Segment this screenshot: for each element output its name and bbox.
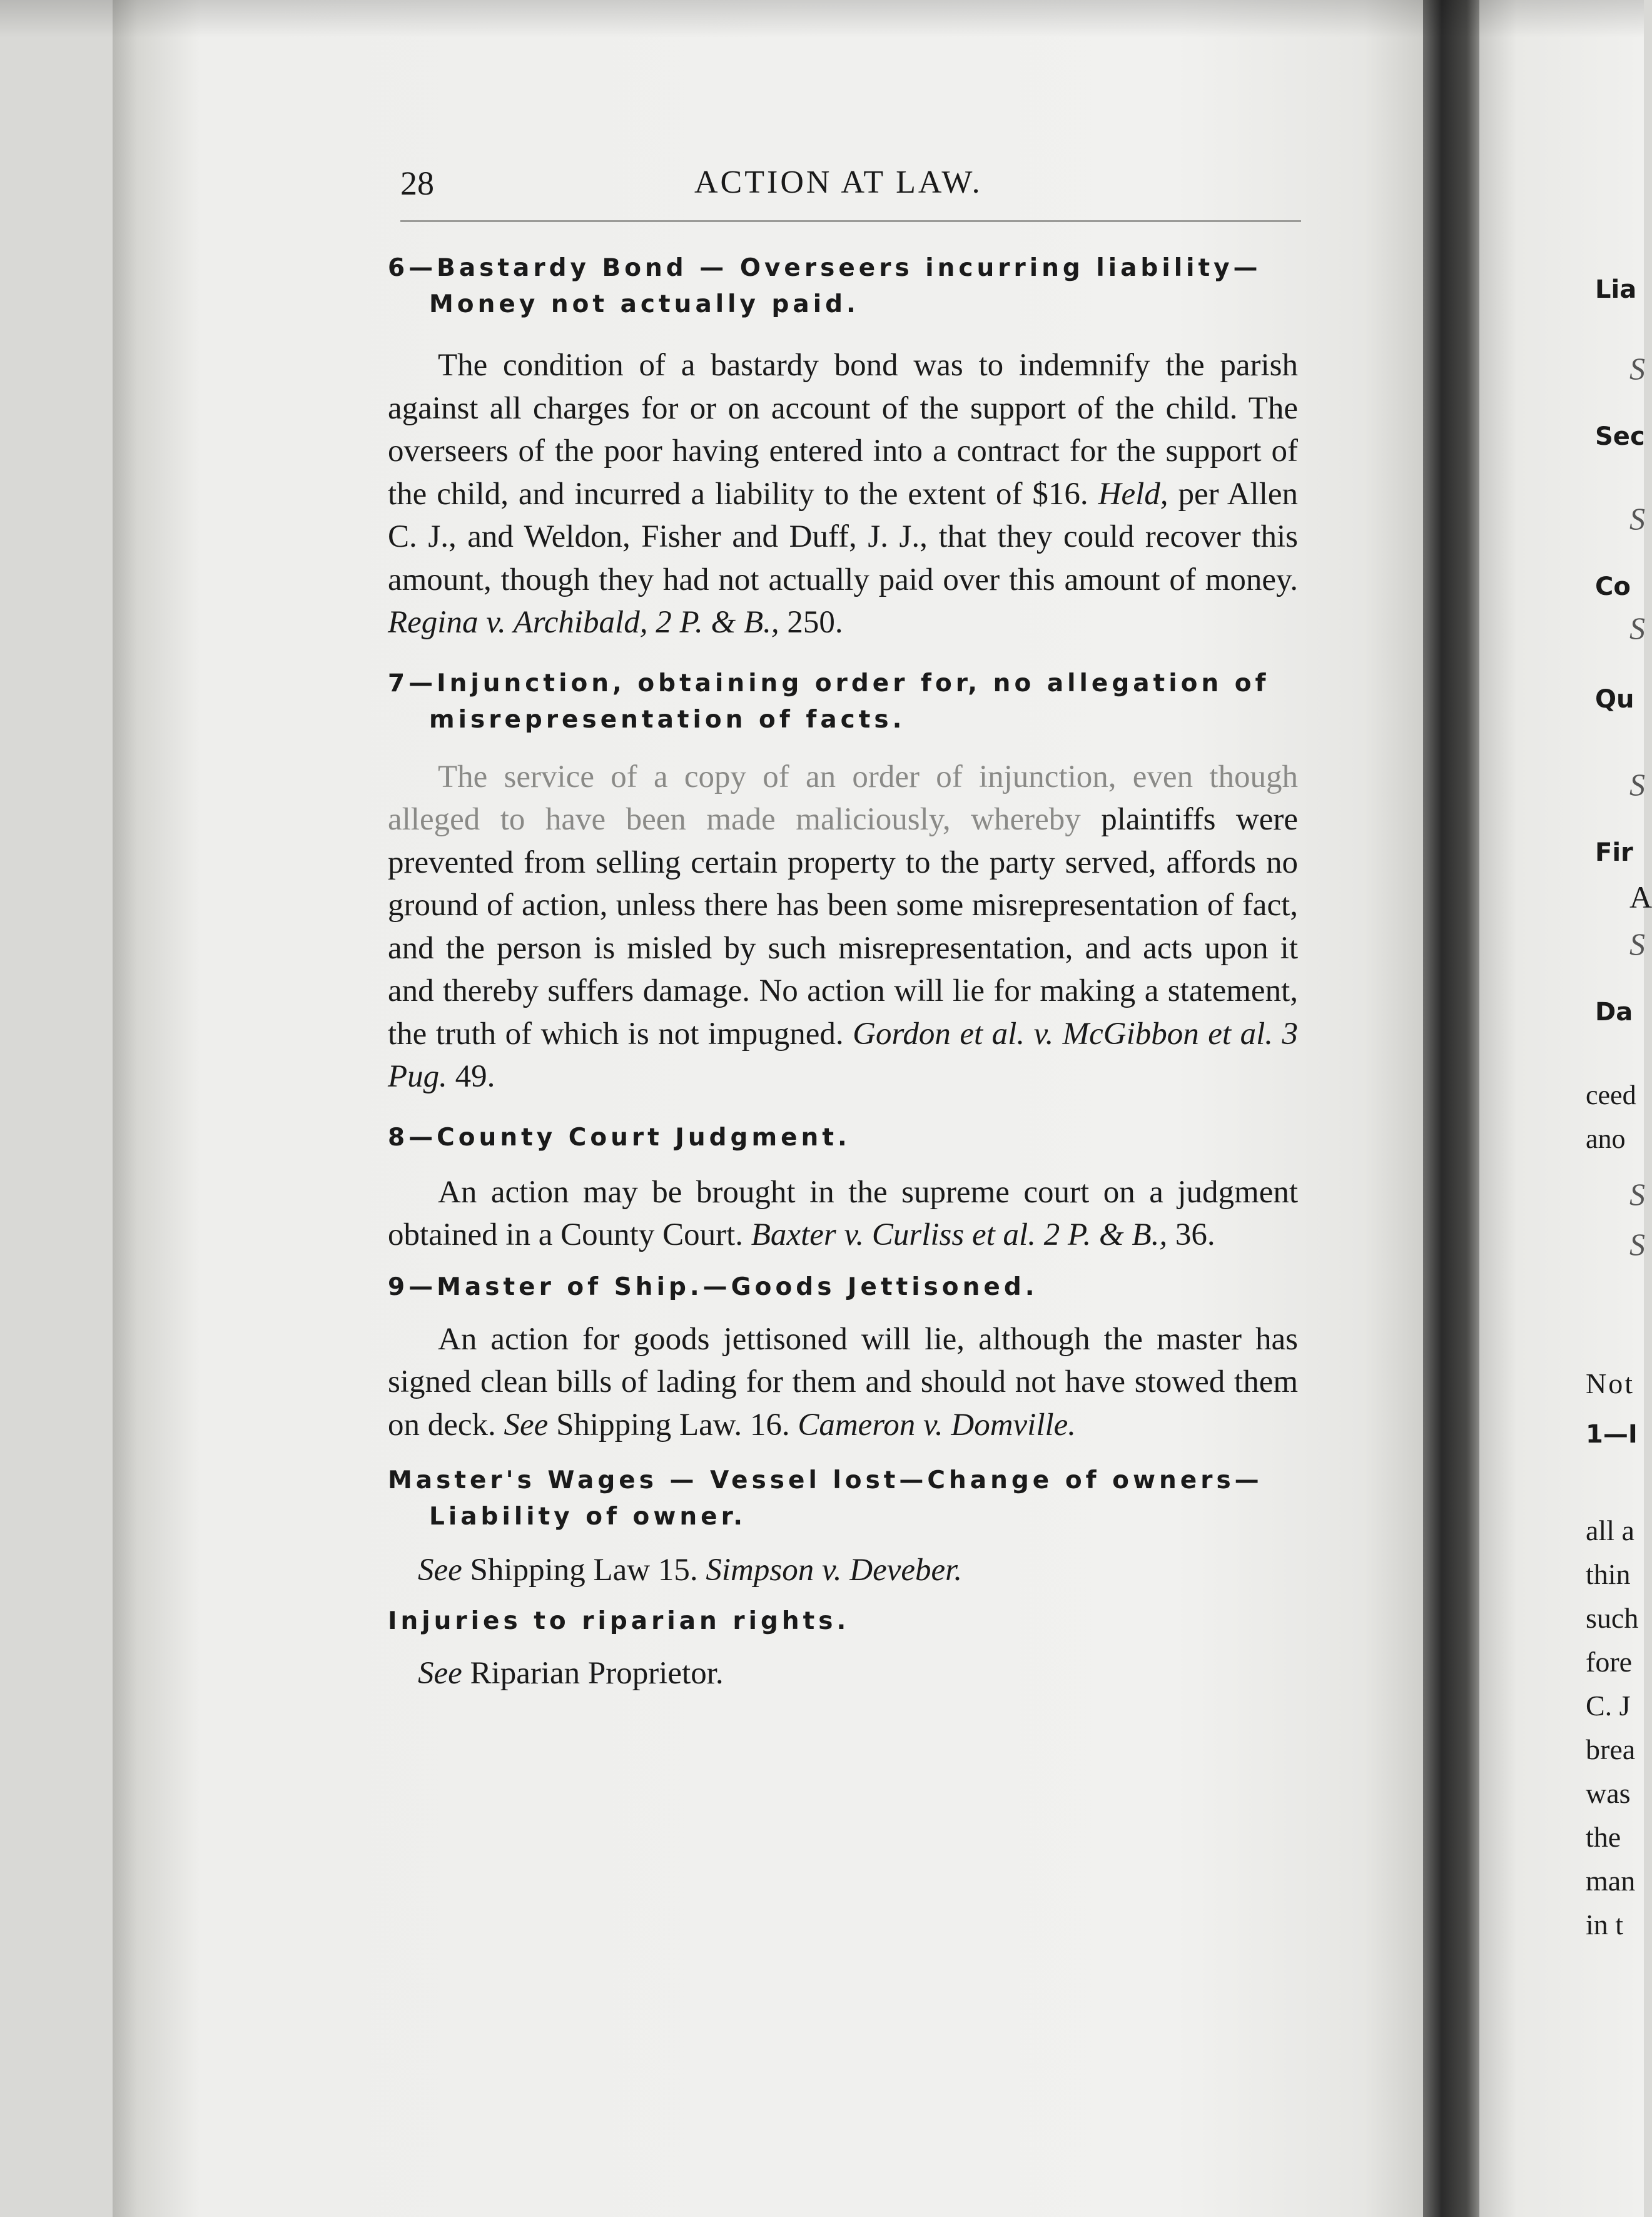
right-page-fragment: S [1629,926,1645,961]
right-page-fragment: in t [1586,1909,1624,1941]
right-page-edge [1479,0,1652,2217]
running-head: ACTION AT LAW. [694,165,983,200]
right-page-fragment: C. J [1586,1690,1631,1722]
cross-reference: Riparian Proprietor. [470,1655,724,1691]
right-page-fragment: ano [1586,1124,1626,1154]
citation-page: 36. [1175,1217,1215,1252]
right-page-fragment: all a [1586,1514,1634,1546]
section-paragraph [388,1549,1298,1592]
section-heading [388,666,1298,738]
section-paragraph [388,1652,1298,1695]
right-page-fragment: Lia [1595,275,1637,304]
right-page-fragment: S [1629,767,1645,802]
section-paragraph [388,756,1298,1098]
paragraph-text: The condition of a bastardy bond was to indemnify the parish against all charges for or on account of the support of the child. The overseers of the poor having entered into a contract for the support of the child, and incurred a liability to the extent of $16. [388,348,1298,512]
section-paragraph [388,1171,1298,1257]
right-page-fragment: S [1629,501,1645,536]
case-citation: Cameron v. Domville. [798,1407,1077,1443]
right-page-fragment: S [1629,351,1645,386]
right-page-fragment: Da [1595,998,1633,1027]
case-citation: Baxter v. Curliss et al. 2 P. & B., [751,1217,1168,1252]
heading-line: Master's Wages — Vessel lost—Change of owners— [388,1466,1263,1494]
citation-page: 49. [455,1059,495,1094]
paragraph-text: An action may be brought in the supreme court on a judgment obtained in a County Court. [388,1174,1298,1252]
case-citation: Simpson v. Deveber. [706,1553,963,1588]
heading-continuation: Money not actually paid. [429,290,859,318]
right-page-fragment: brea [1586,1733,1636,1765]
book-gutter [1423,0,1479,2217]
citation-page: 250. [787,605,843,640]
heading-line: 7—Injunction, obtaining order for, no allegation of [388,669,1270,698]
right-page-fragment: the [1586,1821,1621,1853]
faded-text: The service of a copy of an order of injunction, even though alleged to have been made maliciously, whereby [388,759,1298,837]
held-label: Held, [1098,476,1168,512]
paragraph-text: plaintiffs were prevented from selling certain property to the party served, affords no ground of action, unless there has been some misrepresentation of fact, and the person is misled by such misrepresentation, and acts upon it and thereby suffers damage. No action will lie for making a statement, the truth of which is not impugned. [388,802,1299,1052]
paragraph-text: per Allen C. J., and Weldon, Fisher and Duff, J. J., that they could recover this amount, though they had not actually paid over this amount of money. [388,476,1299,597]
section-heading [388,1463,1298,1535]
case-citation: Gordon et al. v. McGibbon et al. 3 Pug. [388,1016,1298,1094]
scan-shadow [0,0,1644,38]
see-label: See [418,1655,462,1691]
right-page-fragment: S [1629,1227,1645,1262]
right-page-fragment: 1—I [1586,1420,1638,1449]
right-page-fragment: A [1629,880,1652,915]
header-rule [400,220,1301,222]
heading-line: 8—County Court Judgment. [388,1123,851,1152]
right-page-fragment: S [1629,611,1645,646]
right-page-fragment: ceed [1586,1080,1636,1110]
page-number: 28 [400,165,434,202]
page-header [400,164,1301,214]
right-page-fragment: Co [1595,572,1631,601]
right-page-fragment: man [1586,1865,1636,1897]
section-heading [388,1120,1298,1156]
section-heading [388,1269,1298,1306]
cross-reference: Shipping Law 15. [470,1553,698,1588]
right-page-fragment: Sec [1595,422,1645,451]
right-page-fragment: Not [1586,1367,1634,1399]
right-page-fragment: fore [1586,1646,1633,1678]
heading-line: 9—Master of Ship.—Goods Jettisoned. [388,1272,1038,1301]
right-page-fragment: S [1629,1177,1645,1212]
page-body [388,250,1298,1695]
heading-line: Injuries to riparian rights. [388,1606,850,1635]
section-heading [388,250,1298,323]
see-label: See [504,1407,549,1443]
heading-continuation: misrepresentation of facts. [429,705,906,734]
section-paragraph [388,344,1298,644]
heading-continuation: Liability of owner. [429,1503,747,1531]
section-paragraph [388,1318,1298,1447]
right-page-fragment: thin [1586,1558,1631,1590]
see-label: See [418,1553,462,1588]
right-page-fragment: Qu [1595,685,1634,714]
paragraph-text: An action for goods jettisoned will lie, although the master has signed clean bills of lading for them and should not have stowed them on deck. [388,1321,1298,1443]
right-page-fragment: Fir [1595,838,1633,867]
heading-line: 6—Bastardy Bond — Overseers incurring liability— [388,254,1262,282]
cross-reference: Shipping Law. 16. [556,1407,790,1443]
right-page-fragment: such [1586,1602,1639,1634]
case-citation: Regina v. Archibald, 2 P. & B., [388,605,779,640]
right-page-fragment: was [1586,1777,1631,1809]
section-heading [388,1603,1298,1640]
